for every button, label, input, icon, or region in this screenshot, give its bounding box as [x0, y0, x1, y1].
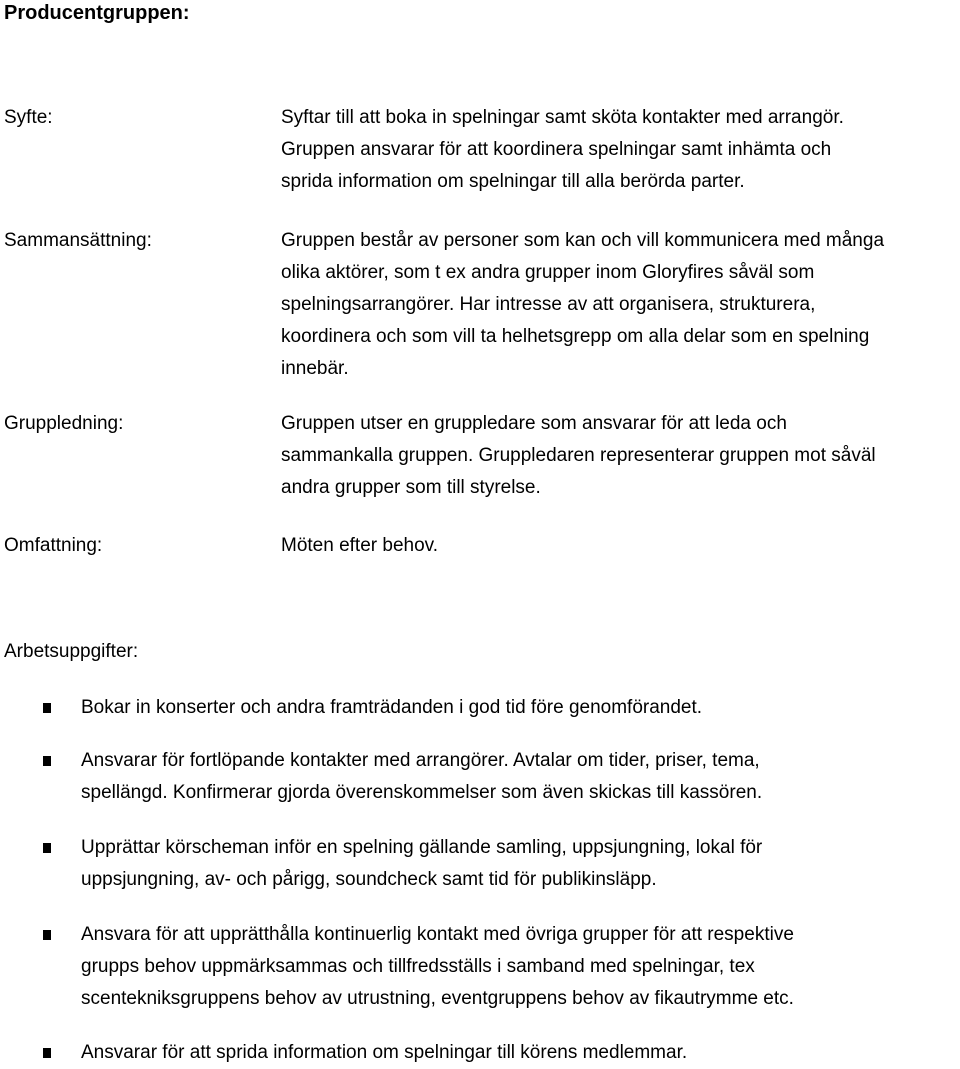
- list-item-text: [81, 745, 960, 809]
- field-label-sammansattning: Sammansättning:: [4, 230, 152, 251]
- square-bullet-icon: [43, 930, 51, 940]
- field-label-syfte: Syfte:: [4, 107, 53, 128]
- square-bullet-icon: [43, 1048, 51, 1058]
- text-line: Gruppen utser en gruppledare som ansvarar för att leda och: [281, 413, 787, 434]
- text-line: scentekniksgruppens behov av utrustning, eventgruppens behov av fikautrymme etc.: [81, 988, 794, 1009]
- text-line: spelningsarrangörer. Har intresse av att organisera, strukturera,: [281, 294, 816, 315]
- field-value-syfte: [281, 102, 960, 198]
- field-label-gruppledning: Gruppledning:: [4, 413, 124, 434]
- square-bullet-icon: [43, 756, 51, 766]
- text-line: Ansvara för att upprätthålla kontinuerlig kontakt med övriga grupper för att respektive: [81, 924, 794, 945]
- section-heading-arbetsuppgifter: Arbetsuppgifter:: [4, 641, 139, 662]
- field-value-omfattning: [281, 530, 960, 562]
- list-item-text: [81, 832, 960, 896]
- field-label-omfattning: Omfattning:: [4, 535, 103, 556]
- text-line: innebär.: [281, 358, 349, 379]
- text-line: koordinera och som vill ta helhetsgrepp om alla delar som en spelning: [281, 326, 870, 347]
- text-line: andra grupper som till styrelse.: [281, 477, 541, 498]
- field-value-sammansattning: [281, 225, 960, 385]
- text-line: sammankalla gruppen. Gruppledaren representerar gruppen mot såväl: [281, 445, 876, 466]
- text-line: spellängd. Konfirmerar gjorda överenskommelser som även skickas till kassören.: [81, 782, 763, 803]
- text-line: Syftar till att boka in spelningar samt sköta kontakter med arrangör.: [281, 107, 844, 128]
- text-line: sprida information om spelningar till alla berörda parter.: [281, 171, 745, 192]
- text-line: Möten efter behov.: [281, 535, 439, 556]
- text-line: Bokar in konserter och andra framträdanden i god tid före genomförandet.: [81, 697, 703, 718]
- text-line: grupps behov uppmärksammas och tillfredsställs i samband med spelningar, tex: [81, 956, 755, 977]
- text-line: Gruppen består av personer som kan och vill kommunicera med många: [281, 230, 885, 251]
- text-line: Upprättar körscheman inför en spelning gällande samling, uppsjungning, lokal för: [81, 837, 763, 858]
- square-bullet-icon: [43, 843, 51, 853]
- text-line: uppsjungning, av- och pårigg, soundcheck samt tid för publikinsläpp.: [81, 869, 657, 890]
- text-line: olika aktörer, som t ex andra grupper inom Gloryfires såväl som: [281, 262, 815, 283]
- square-bullet-icon: [43, 703, 51, 713]
- list-item-text: [81, 1037, 960, 1069]
- text-line: Gruppen ansvarar för att koordinera spelningar samt inhämta och: [281, 139, 832, 160]
- list-item-text: [81, 692, 960, 724]
- text-line: Ansvarar för fortlöpande kontakter med arrangörer. Avtalar om tider, priser, tema,: [81, 750, 760, 771]
- document-title: Producentgruppen:: [4, 2, 190, 24]
- field-value-gruppledning: [281, 408, 960, 504]
- text-line: Ansvarar för att sprida information om spelningar till körens medlemmar.: [81, 1042, 688, 1063]
- list-item-text: [81, 919, 960, 1015]
